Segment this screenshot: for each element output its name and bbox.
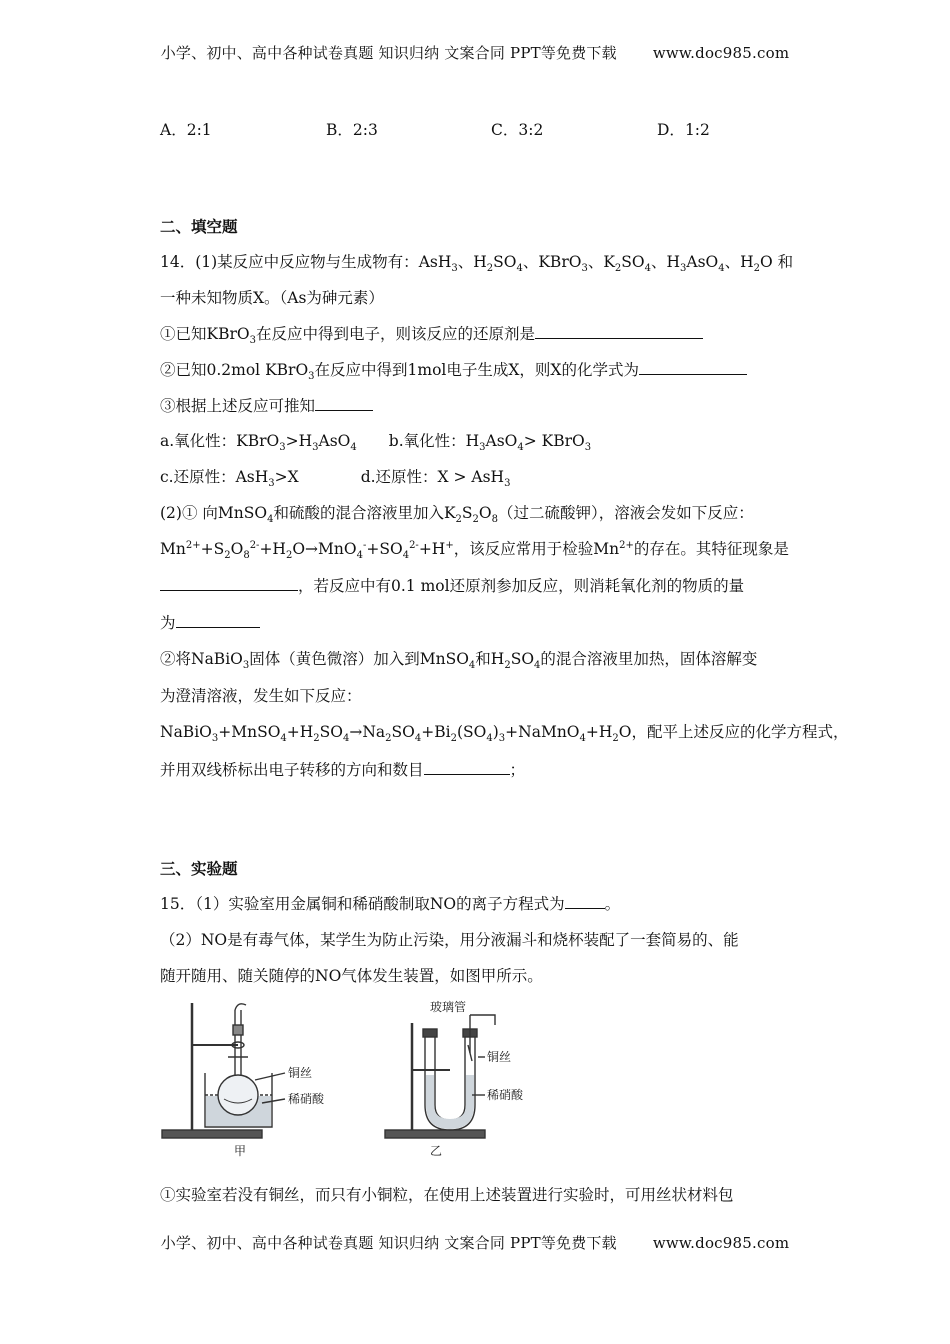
option-b: B．2:3 <box>326 121 378 139</box>
q14-s1: ①已知KBrO$_3$在反应中得到电子，则该反应的还原剂是 <box>160 323 703 345</box>
yi-acid-label: 稀硝酸 <box>487 1088 524 1102</box>
q14-l3: ，若反应中有0.1 mol还原剂参加反应，则消耗氧化剂的物质的量 <box>160 575 744 597</box>
jia-label: 甲 <box>234 1144 247 1158</box>
footer-text: 小学、初中、高中各种试卷真题 知识归纳 文案合同 PPT等免费下载 <box>160 1234 617 1252</box>
q14-n5: 并用双线桥标出电子转移的方向和数目 ； <box>160 761 526 779</box>
q14-l4: 为 <box>160 612 260 634</box>
q14-s3: ③根据上述反应可推知 <box>160 395 373 417</box>
q15-l2: （2）NO是有毒气体，某学生为防止污染，用分液漏斗和烧杯装配了一套简易的、能 <box>160 931 739 949</box>
yi-glass-label: 玻璃管 <box>430 1000 467 1014</box>
q15-l4: ①实验室若没有铜丝，而只有小铜粒，在使用上述装置进行实验时，可用丝状材料包 <box>160 1186 734 1204</box>
header-text: 小学、初中、高中各种试卷真题 知识归纳 文案合同 PPT等免费下载 <box>160 44 617 62</box>
q14-n4: $NaBiO_3+MnSO_4+H_2SO_4\to Na_2SO_4+Bi_2(SO_4)_3+NaMnO_4+H_2O$，配平上述反应的化学方程式， <box>160 723 849 745</box>
q14-s2: ②已知0.2mol KBrO$_3$在反应中得到1mol电子生成X，则X的化学式为 <box>160 359 747 381</box>
q14-options-ab: a.氧化性：$KBrO_3>H_3AsO_4$ b.氧化性：$H_3AsO_4>$ KBrO$_3$ <box>160 432 592 454</box>
option-d: D．1:2 <box>657 121 710 139</box>
q14-eq1: $Mn^{2+}+S_2O_8^{2-}+H_2O\to MnO_4^-+SO_4^{2-}+H^+$，该反应常用于检验$Mn^{2+}$的存在。其特征现象是 <box>160 539 789 562</box>
option-c: C．3:2 <box>491 121 544 139</box>
page-header <box>0 42 950 63</box>
q15-l3: 随开随用、随关随停的NO气体发生装置，如图甲所示。 <box>160 967 543 985</box>
q14-n3: 为澄清溶液，发生如下反应： <box>160 687 362 705</box>
section2-title: 二、填空题 <box>160 217 238 236</box>
jia-acid-label: 稀硝酸 <box>288 1092 325 1106</box>
q15-l1: 15．（1）实验室用金属铜和稀硝酸制取NO的离子方程式为 。 <box>160 895 621 913</box>
q14-intro: 14．(1)某反应中反应物与生成物有：AsH$_3$、$H_2SO_4$、KBrO$_3$、$K_2SO_4$、$H_3AsO_4$、$H_2O$ 和 <box>160 253 794 275</box>
yi-label: 乙 <box>430 1144 443 1158</box>
apparatus-yi <box>385 1015 495 1138</box>
q14-options-cd: c.还原性：AsH$_3$>X d.还原性：X > AsH$_3$ <box>160 468 511 490</box>
q14-intro-2: 一种未知物质X。（As为砷元素） <box>160 289 384 307</box>
option-a: A．2:1 <box>160 121 212 139</box>
q14-p2: (2)① 向MnSO$_4$和硫酸的混合溶液里加入$K_2S_2O_8$（过二硫酸钾），溶液会发如下反应： <box>160 504 754 526</box>
footer-site: www.doc985.com <box>652 1234 790 1252</box>
jia-copper-label: 铜丝 <box>288 1066 313 1080</box>
section3-title: 三、实验题 <box>160 859 238 878</box>
apparatus-figure <box>150 995 570 1160</box>
page-footer <box>0 1232 950 1253</box>
header-site: www.doc985.com <box>652 44 790 62</box>
yi-copper-label: 铜丝 <box>487 1050 512 1064</box>
q14-n2: ②将NaBiO$_3$固体（黄色微溶）加入到MnSO$_4$和$H_2SO_4$的混合溶液里加热，固体溶解变 <box>160 650 758 672</box>
apparatus-jia <box>162 1003 285 1138</box>
